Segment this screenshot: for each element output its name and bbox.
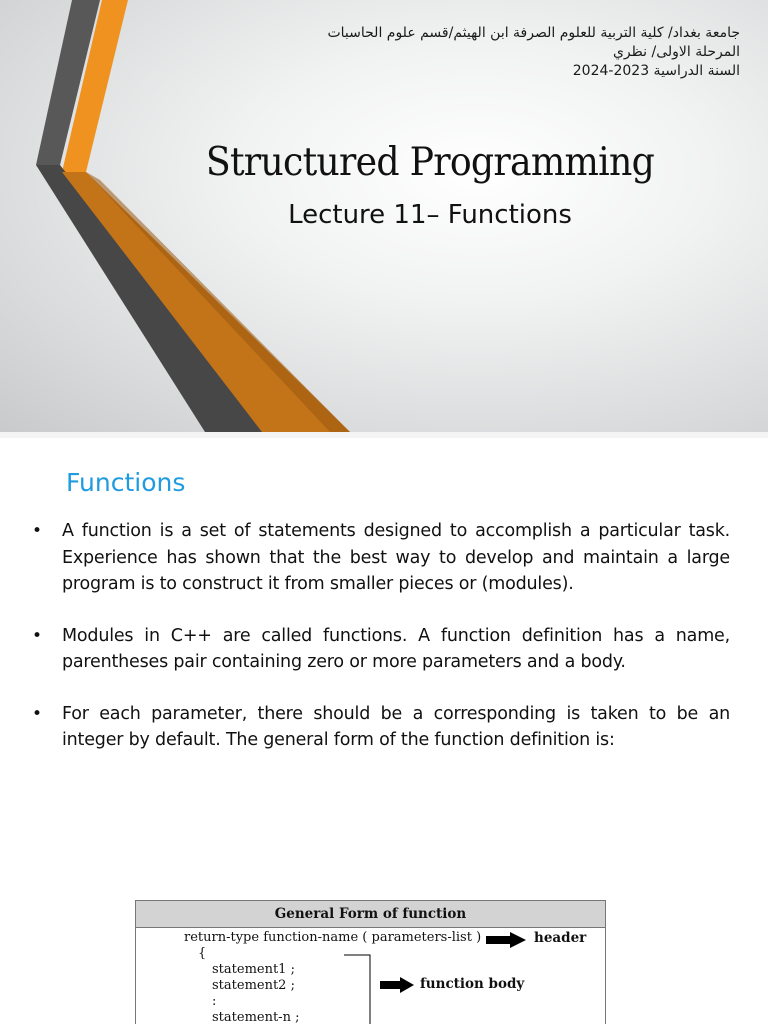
open-brace: { xyxy=(198,946,207,961)
title-slide xyxy=(0,0,768,432)
bullet-text: A function is a set of statements designed to accomplish a particular task. Experience has shown that the best way to develop and maintain a large program is to construct it from smaller pieces or (modules). xyxy=(62,521,730,594)
section-heading: Functions xyxy=(66,468,186,497)
bullet-item xyxy=(30,623,730,676)
arabic-line-year: السنة الدراسية 2023-2024 xyxy=(572,63,740,79)
bullet-item xyxy=(30,518,730,598)
bullet-dot: • xyxy=(32,703,42,724)
bullet-dot: • xyxy=(32,521,42,541)
statement-line: statement2 ; xyxy=(212,978,295,993)
bullet-item xyxy=(30,701,730,754)
table-header: General Form of function xyxy=(136,901,605,928)
bullet-list xyxy=(30,518,730,779)
body-arrow-icon xyxy=(380,977,414,993)
header-arrow-icon xyxy=(486,932,526,948)
arabic-line-university: جامعة بغداد/ كلية التربية للعلوم الصرفة ابن الهيثم/قسم علوم الحاسبات xyxy=(327,25,740,41)
slide-title: Structured Programming xyxy=(205,140,655,185)
slide-subtitle: Lecture 11– Functions xyxy=(288,200,572,230)
body-bracket xyxy=(344,954,374,1024)
bullet-text: For each parameter, there should be a corresponding is taken to be an integer by default. The general form of the function definition is: xyxy=(62,703,730,750)
general-form-table xyxy=(135,900,606,1024)
arabic-line-stage: المرحلة الاولى/ نظري xyxy=(612,44,740,60)
bullet-text: Modules in C++ are called functions. A function definition has a name, parentheses pair containing zero or more parameters and a body. xyxy=(62,625,730,672)
institution-header xyxy=(327,24,740,81)
bullet-dot: • xyxy=(32,625,42,646)
statement-line: : xyxy=(212,994,217,1009)
statement-line: statement-n ; xyxy=(212,1010,300,1024)
function-signature: return-type function-name ( parameters-list ) xyxy=(184,930,482,945)
statement-line: statement1 ; xyxy=(212,962,295,977)
header-label: header xyxy=(534,930,587,946)
functions-slide xyxy=(0,438,768,1024)
table-body xyxy=(136,928,605,1024)
function-body-label: function body xyxy=(420,976,525,992)
